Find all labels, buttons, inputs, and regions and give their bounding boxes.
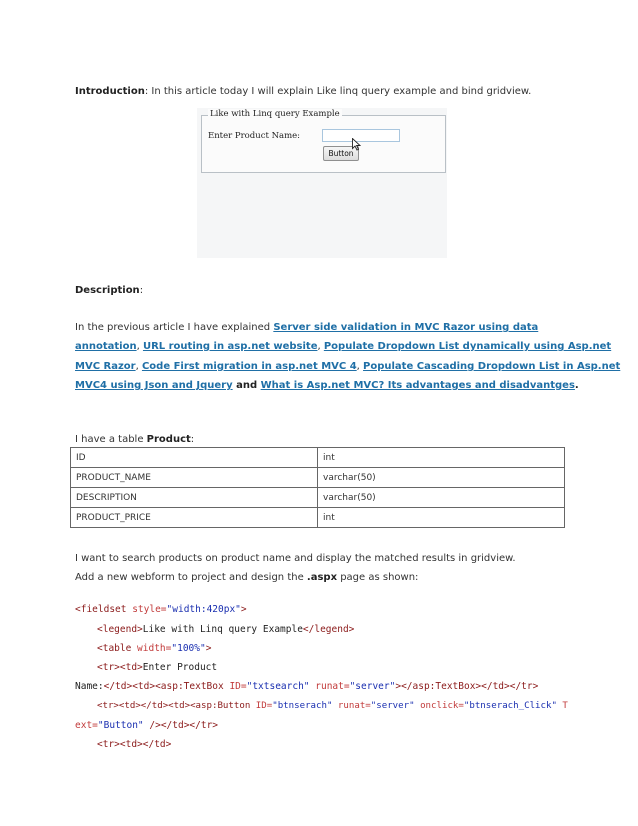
table-row	[71, 508, 565, 528]
table-intro-suffix: :	[190, 434, 195, 445]
add-webform-paragraph	[75, 571, 418, 584]
code-attr: style=	[126, 604, 167, 615]
column-name: PRODUCT_NAME	[71, 468, 318, 488]
code-tag: <table	[97, 643, 132, 654]
code-tag: <tr><td></td><td><asp:Button	[97, 701, 251, 711]
link-cascading-dropdown[interactable]: Populate Cascading Dropdown List in Asp.net	[363, 361, 621, 372]
code-tag: >	[205, 643, 212, 654]
code-value: "btnserach_Click"	[463, 701, 557, 711]
sep: ,	[356, 361, 364, 372]
code-tag: >	[240, 604, 247, 615]
description-colon: :	[139, 285, 144, 296]
previous-line-4	[75, 379, 579, 392]
previous-prefix: In the previous article I have explained	[75, 322, 274, 333]
previous-line-3	[75, 360, 620, 373]
description-label: Description	[75, 285, 140, 296]
intro-paragraph	[75, 85, 531, 98]
table-intro-prefix: I have a table	[75, 434, 147, 445]
intro-text: : In this article today I will explain Like linq query example and bind gridview.	[144, 86, 532, 97]
link-server-side-validation[interactable]: Server side validation in MVC Razor using data	[273, 322, 539, 333]
intro-label: Introduction	[75, 86, 145, 97]
period: .	[574, 380, 579, 391]
column-type: int	[318, 448, 565, 468]
screenshot-field-label: Enter Product Name:	[208, 131, 301, 141]
code-tag: </td><td><asp:TextBox	[103, 681, 224, 692]
link-what-is-mvc[interactable]: What is Asp.net MVC? Its advantages and disadvantges	[260, 380, 575, 391]
code-line-7	[75, 719, 218, 732]
code-attr: onclick=	[414, 701, 464, 711]
column-name: ID	[71, 448, 318, 468]
code-line-6	[97, 700, 568, 713]
mouse-cursor-icon	[352, 138, 361, 151]
code-tag: /></td></tr>	[143, 720, 219, 731]
code-value: "width:420px"	[166, 604, 241, 615]
code-value: "server"	[349, 681, 396, 692]
code-value: "server"	[370, 701, 415, 711]
code-tag: ></asp:TextBox></td></tr>	[395, 681, 539, 692]
code-value: "100%"	[171, 643, 206, 654]
link-populate-dropdown[interactable]: Populate Dropdown List dynamically using Asp.net	[323, 341, 612, 352]
product-table	[70, 447, 565, 528]
column-type: varchar(50)	[318, 468, 565, 488]
table-row	[71, 488, 565, 508]
sep: ,	[135, 361, 142, 372]
code-attr: T	[556, 701, 568, 711]
code-attr: runat=	[309, 681, 350, 692]
code-attr: ID=	[250, 701, 273, 711]
sep: ,	[136, 341, 143, 352]
screenshot-legend: Like with Linq query Example	[210, 109, 340, 119]
code-value: "btnserach"	[272, 701, 333, 711]
aspx-ext: .aspx	[306, 572, 338, 583]
link-cascading-dropdown-cont[interactable]: MVC4 using Json and Jquery	[75, 380, 233, 391]
code-line-5	[75, 680, 538, 693]
code-attr: width=	[131, 643, 172, 654]
code-tag: <fieldset	[75, 604, 127, 615]
link-server-side-validation-cont[interactable]: annotation	[75, 341, 137, 352]
and-text: and	[232, 380, 261, 391]
code-text: Like with Linq query Example	[142, 624, 303, 635]
code-value: "txtsearch"	[246, 681, 310, 692]
code-line-2	[97, 623, 354, 636]
code-line-3	[97, 642, 211, 655]
table-row	[71, 448, 565, 468]
screenshot-search-input	[322, 129, 400, 142]
code-tag: </legend>	[302, 624, 355, 635]
link-url-routing[interactable]: URL routing in asp.net website	[142, 341, 318, 352]
previous-line-2	[75, 340, 611, 353]
example-screenshot	[197, 108, 447, 258]
code-attr: ID=	[223, 681, 247, 692]
table-row	[71, 468, 565, 488]
sep: ,	[317, 341, 324, 352]
screenshot-fieldset	[201, 109, 446, 173]
column-name: PRODUCT_PRICE	[71, 508, 318, 528]
code-line-1	[75, 603, 247, 616]
code-tag: <tr><td>	[97, 662, 143, 673]
code-tag: <legend>	[97, 624, 143, 635]
add-suffix: page as shown:	[337, 572, 419, 583]
code-attr: runat=	[332, 701, 371, 711]
table-intro	[75, 433, 194, 446]
search-paragraph: I want to search products on product name and display the matched results in gridview.	[75, 553, 516, 564]
column-type: int	[318, 508, 565, 528]
link-code-first-migration[interactable]: Code First migration in asp.net MVC 4	[141, 361, 357, 372]
link-populate-dropdown-cont[interactable]: MVC Razor	[75, 361, 136, 372]
code-line-4	[97, 661, 217, 674]
column-type: varchar(50)	[318, 488, 565, 508]
code-text: Name:	[75, 681, 104, 692]
code-value: "Button"	[97, 720, 144, 731]
add-prefix: Add a new webform to project and design the	[75, 572, 307, 583]
screenshot-button: Button	[323, 146, 359, 161]
table-name: Product	[146, 434, 191, 445]
code-text: Enter Product	[142, 662, 218, 673]
previous-line-1	[75, 321, 538, 334]
description-heading	[75, 284, 143, 297]
column-name: DESCRIPTION	[71, 488, 318, 508]
code-line-8	[97, 738, 171, 751]
code-tag: <tr><td></td>	[97, 739, 172, 750]
code-attr: ext=	[75, 720, 98, 731]
